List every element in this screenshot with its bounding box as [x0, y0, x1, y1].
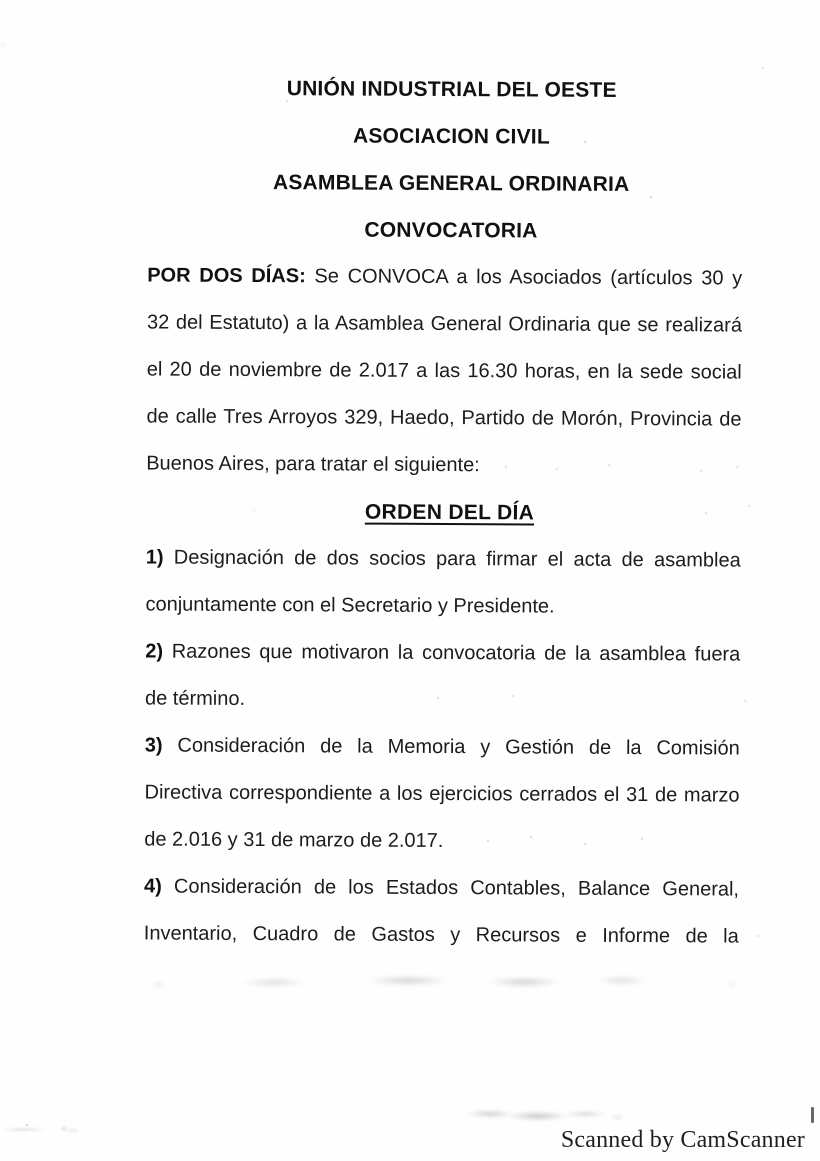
header-asamblea-general: ASAMBLEA GENERAL ORDINARIA — [272, 171, 630, 196]
intro-line-2 — [147, 299, 742, 349]
agenda-item-1-number: 1) — [145, 546, 164, 569]
agenda-item-1-line-2 — [145, 581, 740, 631]
header-asociacion-civil: ASOCIACION CIVIL — [352, 124, 550, 149]
intro-line-5 — [146, 440, 741, 490]
agenda-item-3-line-1 — [145, 722, 740, 772]
agenda-item-1-line-1-text: Designación de dos socios para firmar el acta de asamblea — [163, 546, 741, 572]
intro-line-1 — [147, 252, 742, 302]
intro-line-3-text: el 20 de noviembre de 2.017 a las 16.30 horas, en la sede social — [146, 358, 742, 384]
agenda-item-4-line-2 — [144, 910, 739, 960]
agenda-item-2-number: 2) — [145, 640, 164, 663]
scan-speck-noise — [0, 0, 2, 2]
document-text-column — [144, 64, 744, 960]
bleed-through-text-artifact — [140, 968, 750, 996]
header-union-industrial: UNIÓN INDUSTRIAL DEL OESTE — [286, 77, 617, 102]
agenda-item-2-line-2 — [145, 675, 740, 725]
agenda-item-2-line-1-text: Razones que motivaron la convocatoria de la asamblea fuera — [163, 640, 741, 666]
intro-line-1-lead: POR DOS DÍAS: — [147, 264, 306, 288]
agenda-item-4-line-1-text: Consideración de los Estados Contables, Balance General, — [161, 875, 740, 901]
agenda-item-2 — [145, 628, 740, 725]
agenda-item-3-line-2-text: Directiva correspondiente a los ejercicios cerrados el 31 de marzo — [144, 781, 740, 807]
intro-line-4 — [146, 393, 741, 443]
convocatoria-paragraph — [146, 252, 742, 490]
agenda-item-3-line-2 — [144, 769, 739, 819]
agenda-item-1-line-1 — [146, 534, 741, 584]
agenda-item-4-number: 4) — [143, 875, 162, 898]
orden-del-dia-title: ORDEN DEL DÍA — [364, 500, 535, 525]
agenda-item-3-line-1-text: Consideración de la Memoria y Gestión de la Comisión — [162, 734, 740, 760]
agenda-item-3-number: 3) — [144, 734, 163, 757]
agenda-item-3 — [144, 722, 740, 866]
agenda-item-3-line-3 — [144, 816, 739, 866]
bottom-left-smudge-artifact — [0, 1124, 78, 1135]
agenda-item-4 — [144, 863, 739, 960]
smudge-artifact — [456, 1104, 626, 1126]
intro-line-1-text: Se CONVOCA a los Asociados (artículos 30 y — [305, 265, 743, 290]
intro-line-3 — [147, 346, 742, 396]
agenda-item-1-line-2-text: conjuntamente con el Secretario y Presidente. — [145, 593, 555, 618]
agenda-item-1 — [145, 534, 740, 631]
intro-line-5-text: Buenos Aires, para tratar el siguiente: — [146, 452, 480, 477]
intro-line-2-text: 32 del Estatuto) a la Asamblea General Ordinaria que se realizará — [146, 311, 743, 337]
agenda-item-4-line-2-text: Inventario, Cuadro de Gastos y Recursos e Informe de la — [143, 922, 739, 948]
header-convocatoria: CONVOCATORIA — [364, 218, 538, 243]
intro-line-4-text: de calle Tres Arroyos 329, Haedo, Partido de Morón, Provincia de — [146, 405, 742, 431]
agenda-item-2-line-2-text: de término. — [144, 687, 246, 710]
orden-del-dia-heading — [146, 487, 741, 537]
agenda-item-2-line-1 — [145, 628, 740, 678]
camscanner-watermark: Scanned by CamScanner — [560, 1127, 805, 1153]
agenda-item-3-line-3-text: de 2.016 y 31 de marzo de 2.017. — [144, 828, 444, 853]
agenda-item-4-line-1 — [144, 863, 739, 913]
right-edge-mark-artifact — [811, 1107, 814, 1123]
